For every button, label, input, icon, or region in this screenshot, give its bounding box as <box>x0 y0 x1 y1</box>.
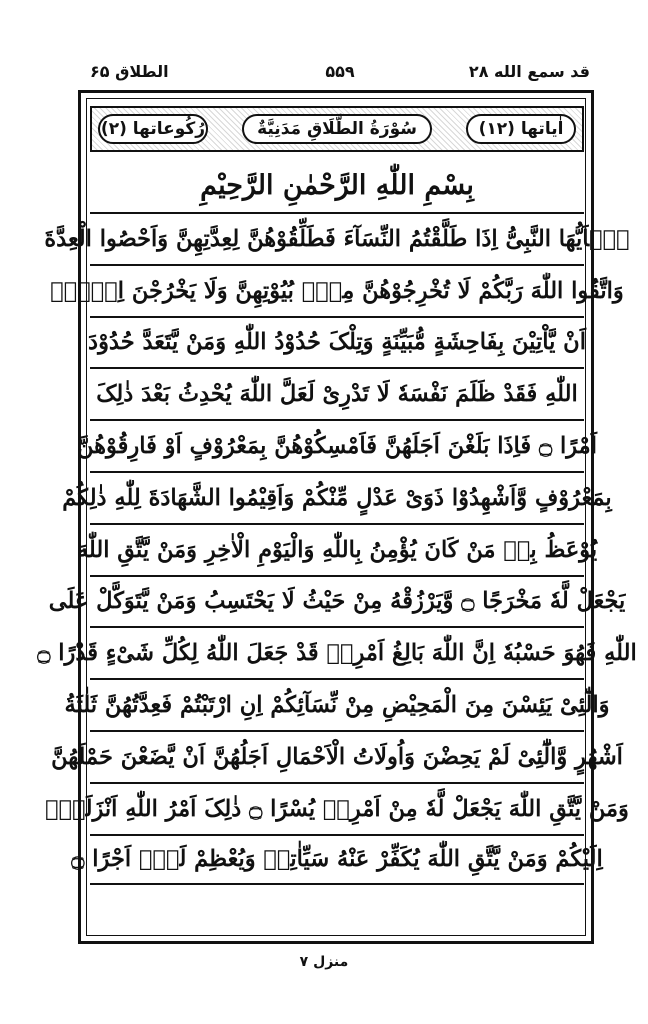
page-number: ۵۵۹ <box>325 62 355 81</box>
juz-label: قد سمع الله ۲۸ <box>468 62 590 81</box>
text-line: اللّٰهِ فَقَدْ ظَلَمَ نَفْسَهٗ لَا تَدْرِیْ لَعَلَّ اللّٰهَ یُحْدِثُ بَعْدَ ذٰلِکَ <box>90 367 584 419</box>
text-line: اللّٰهِ فَهُوَ حَسْبُهٗ اِنَّ اللّٰهَ بَالِغُ اَمْرِهٖ قَدْ جَعَلَ اللّٰهُ لِکُلِّ شَیْءٍ قَدْرًا ۝ <box>90 626 584 678</box>
text-line: اَنْ یَّاْتِیْنَ بِفَاحِشَةٍ مُّبَیِّنَةٍ وَتِلْکَ حُدُوْدُ اللّٰهِ وَمَنْ یَّتَعَدَّ حُدُوْدَ <box>90 316 584 368</box>
text-line: اِلَیْکُمْ وَمَنْ یَّتَّقِ اللّٰهَ یُکَفِّرْ عَنْهُ سَیِّاٰتِهٖ وَیُعْظِمْ لَهٗۤ اَجْرًا ۝ <box>90 834 584 886</box>
bismillah: بِسْمِ اللّٰهِ الرَّحْمٰنِ الرَّحِیْمِ <box>200 169 474 201</box>
text-line: یُوْعَظُ بِهٖ مَنْ کَانَ یُؤْمِنُ بِاللّٰهِ وَالْیَوْمِ الْاٰخِرِ وَمَنْ یَّتَّقِ اللّٰهَ <box>90 523 584 575</box>
text-line: اَشْهُرٍ وَّالّٰٓئِیْ لَمْ یَحِضْنَ وَاُولَاتُ الْاَحْمَالِ اَجَلُهُنَّ اَنْ یَّضَعْنَ حَمْلَهُنَّ <box>90 730 584 782</box>
text-line: یَجْعَلْ لَّهٗ مَخْرَجًا ۝ وَّیَرْزُقْهُ مِنْ حَیْثُ لَا یَحْتَسِبُ وَمَنْ یَّتَوَکَّلْ عَلَی <box>90 575 584 627</box>
text-line: یٰۤاَیُّهَا النَّبِیُّ اِذَا طَلَّقْتُمُ النِّسَآءَ فَطَلِّقُوْهُنَّ لِعِدَّتِهِنَّ وَاَحْصُوا الْعِدَّةَ <box>90 212 584 264</box>
text-line: وَمَنْ یَّتَّقِ اللّٰهَ یَجْعَلْ لَّهٗ مِنْ اَمْرِهٖ یُسْرًا ۝ ذٰلِکَ اَمْرُ اللّٰهِ اَنْزَلَهٗۤ <box>90 782 584 834</box>
text-line: وَالّٰٓئِیْ یَئِسْنَ مِنَ الْمَحِیْضِ مِنْ نِّسَآئِکُمْ اِنِ ارْتَبْتُمْ فَعِدَّتُهُنَّ ثَلٰثَةُ <box>90 678 584 730</box>
text-line: وَاتَّقُوا اللّٰهَ رَبَّکُمْ لَا تُخْرِجُوْهُنَّ مِنْۢ بُیُوْتِهِنَّ وَلَا یَخْرُجْنَ اِلَّاۤ <box>90 264 584 316</box>
surah-label: الطلاق ۶۵ <box>90 62 169 81</box>
text-lines <box>37 212 637 885</box>
text-line: اَمْرًا ۝ فَاِذَا بَلَغْنَ اَجَلَهُنَّ فَاَمْسِکُوْهُنَّ بِمَعْرُوْفٍ اَوْ فَارِقُوْهُنَّ <box>90 419 584 471</box>
surah-title: سُوْرَةُ الطَّلَاقِ مَدَنِيَّةٌ <box>242 114 432 144</box>
text-line: بِمَعْرُوْفٍ وَّاَشْهِدُوْا ذَوَیْ عَدْلٍ مِّنْکُمْ وَاَقِیْمُوا الشَّهَادَةَ لِلّٰهِ ذٰلِکُمْ <box>90 471 584 523</box>
ruku-count-cartouche: رُکُوعاتها (۲) <box>98 114 208 144</box>
ayat-count-cartouche: اٰیاتها (۱۲) <box>466 114 576 144</box>
page-header <box>90 62 590 86</box>
manzil-footer: منزل ۷ <box>299 954 349 970</box>
surah-banner <box>90 106 584 152</box>
